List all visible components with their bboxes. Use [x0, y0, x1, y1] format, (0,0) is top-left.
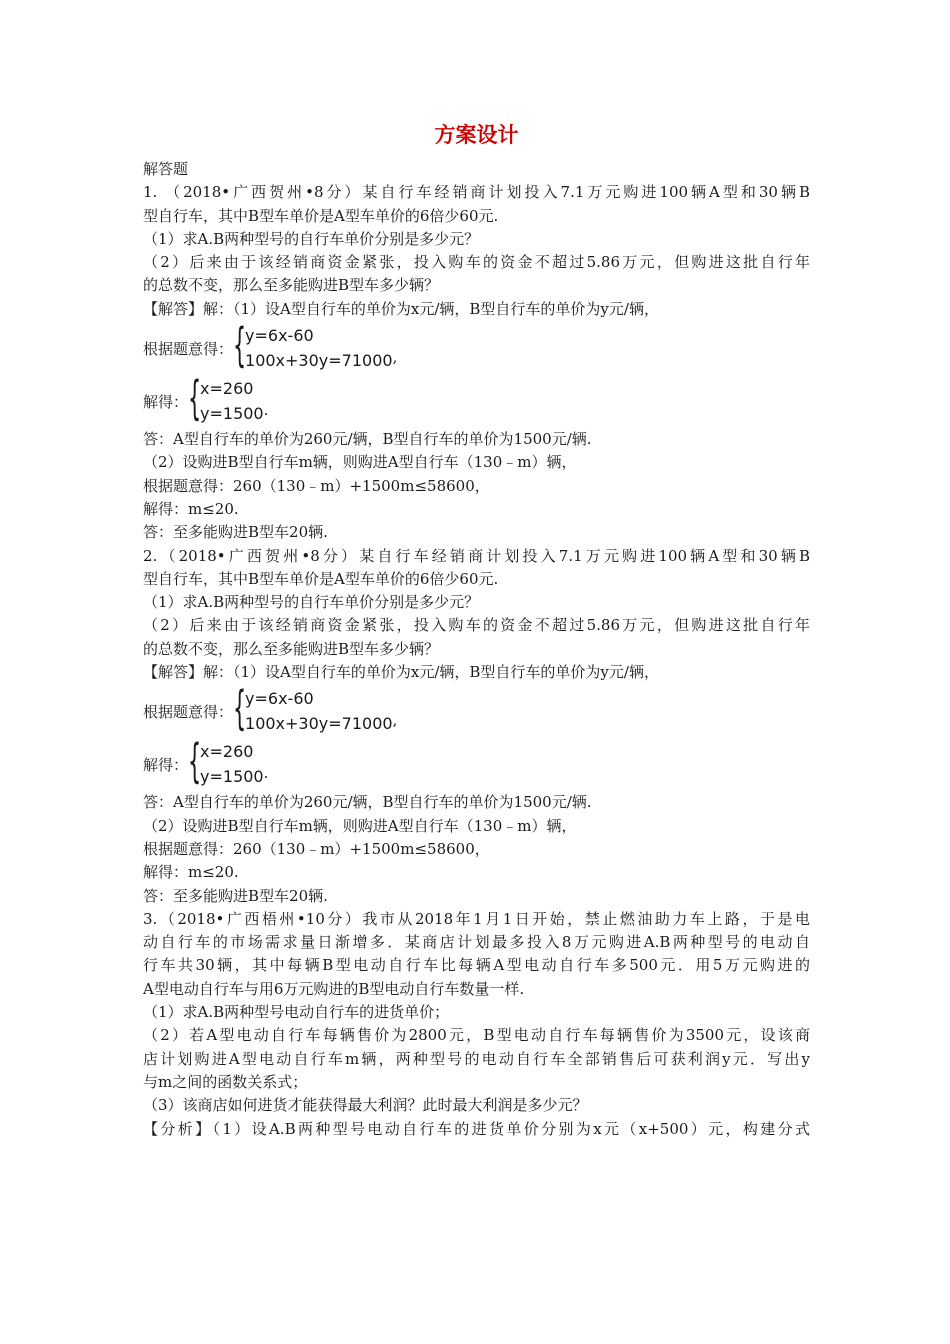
text-line: （2）后来由于该经销商资金紧张，投入购车的资金不超过5.86万元，但购进这批自行年 — [143, 253, 810, 272]
page-title: 方案设计 — [434, 123, 519, 147]
brace-icon: { — [188, 734, 202, 789]
text-line: （2）若A型电动自行车每辆售价为2800元，B型电动自行车每辆售价为3500元，设该商 — [143, 1026, 810, 1045]
question-3 — [143, 908, 810, 1141]
text-line: 【解答】解：（1）设A型自行车的单价为x元/辆，B型自行车的单价为y元/辆， — [143, 299, 659, 318]
equation: y=1500 — [200, 404, 264, 424]
equation-stack — [200, 739, 264, 789]
equation-label: 解得： — [143, 392, 189, 411]
equation-system — [143, 681, 810, 737]
text-line: 的总数不变，那么至多能购进B型车多少辆？ — [143, 276, 440, 295]
equation: 100x+30y=71000 — [245, 351, 393, 371]
text-line: 答：A型自行车的单价为260元/辆，B型自行车的单价为1500元/辆. — [143, 430, 592, 449]
text-line: A型电动自行车与用6万元购进的B型电动自行车数量一样. — [143, 979, 525, 998]
text-line: 答：A型自行车的单价为260元/辆，B型自行车的单价为1500元/辆. — [143, 793, 592, 812]
text-line: 的总数不变，那么至多能购进B型车多少辆？ — [143, 639, 440, 658]
equation: y=6x-60 — [245, 326, 314, 346]
punctuation: . — [263, 401, 269, 420]
punctuation: . — [263, 764, 269, 783]
text-line: 答：至多能购进B型车20辆. — [143, 886, 328, 905]
equation-system — [143, 318, 810, 374]
text-line: （3）该商店如何进货才能获得最大利润？此时最大利润是多少元？ — [143, 1096, 588, 1115]
equation: y=6x-60 — [245, 689, 314, 709]
text-line: （1）求A.B两种型号电动自行车的进货单价； — [143, 1003, 450, 1022]
equation-stack — [245, 686, 393, 736]
text-line: 根据题意得：260（130﹣m）+1500m≤58600， — [143, 839, 490, 858]
text-line: 行车共30辆，其中每辆B型电动自行车比每辆A型电动自行车多500元．用5万元购进的 — [143, 956, 810, 975]
text-line: （1）求A.B两种型号的自行车单价分别是多少元？ — [143, 229, 480, 248]
text-line: （1）求A.B两种型号的自行车单价分别是多少元？ — [143, 593, 480, 612]
text-line: 根据题意得：260（130﹣m）+1500m≤58600， — [143, 476, 490, 495]
text-line: 与m之间的函数关系式； — [143, 1072, 308, 1091]
equation-label: 解得： — [143, 755, 189, 774]
text-line: 解得：m≤20. — [143, 499, 239, 518]
text-line: （2）设购进B型自行车m辆，则购进A型自行车（130﹣m）辆， — [143, 453, 577, 472]
equation: x=260 — [200, 742, 254, 762]
brace-icon: { — [233, 681, 247, 736]
question-1 — [143, 181, 810, 544]
equation-system — [143, 371, 810, 427]
brace-icon: { — [188, 371, 202, 426]
equation: 100x+30y=71000 — [245, 714, 393, 734]
text-line: 店计划购进A型电动自行车m辆，两种型号的电动自行车全部销售后可获利润y元．写出y — [143, 1049, 810, 1068]
text-line: 型自行车，其中B型车单价是A型车单价的6倍少60元. — [143, 569, 499, 588]
text-line: 【分析】（1）设A.B两种型号电动自行车的进货单价分别为x元（x+500）元，构建分式 — [143, 1119, 810, 1138]
text-line: （2）后来由于该经销商资金紧张，投入购车的资金不超过5.86万元，但购进这批自行年 — [143, 616, 810, 635]
equation: y=1500 — [200, 767, 264, 787]
text-line: 2.（2018•广西贺州•8分）某自行车经销商计划投入7.1万元购进100辆A型和30辆B — [143, 546, 810, 565]
equation-label: 根据题意得： — [143, 339, 234, 358]
text-line: 解得：m≤20. — [143, 863, 239, 882]
text-line: （2）设购进B型自行车m辆，则购进A型自行车（130﹣m）辆， — [143, 816, 577, 835]
section-heading: 解答题 — [143, 160, 189, 178]
text-line: 1. （2018•广西贺州•8分）某自行车经销商计划投入7.1万元购进100辆A型和30辆B — [143, 183, 810, 202]
punctuation: , — [392, 348, 398, 367]
text-line: 型自行车，其中B型车单价是A型车单价的6倍少60元. — [143, 206, 499, 225]
text-line: 【解答】解：（1）设A型自行车的单价为x元/辆，B型自行车的单价为y元/辆， — [143, 663, 659, 682]
text-line: 3.（2018•广西梧州•10分）我市从2018年1月1日开始，禁止燃油助力车上路，于是电 — [143, 909, 810, 928]
equation-label: 根据题意得： — [143, 702, 234, 721]
question-2 — [143, 545, 810, 908]
text-line: 答：至多能购进B型车20辆. — [143, 523, 328, 542]
equation-stack — [200, 376, 264, 426]
equation-system — [143, 734, 810, 790]
brace-icon: { — [233, 318, 247, 373]
equation-stack — [245, 323, 393, 373]
punctuation: , — [392, 711, 398, 730]
equation: x=260 — [200, 379, 254, 399]
text-line: 动自行车的市场需求量日渐增多．某商店计划最多投入8万元购进A.B两种型号的电动自 — [143, 933, 810, 952]
